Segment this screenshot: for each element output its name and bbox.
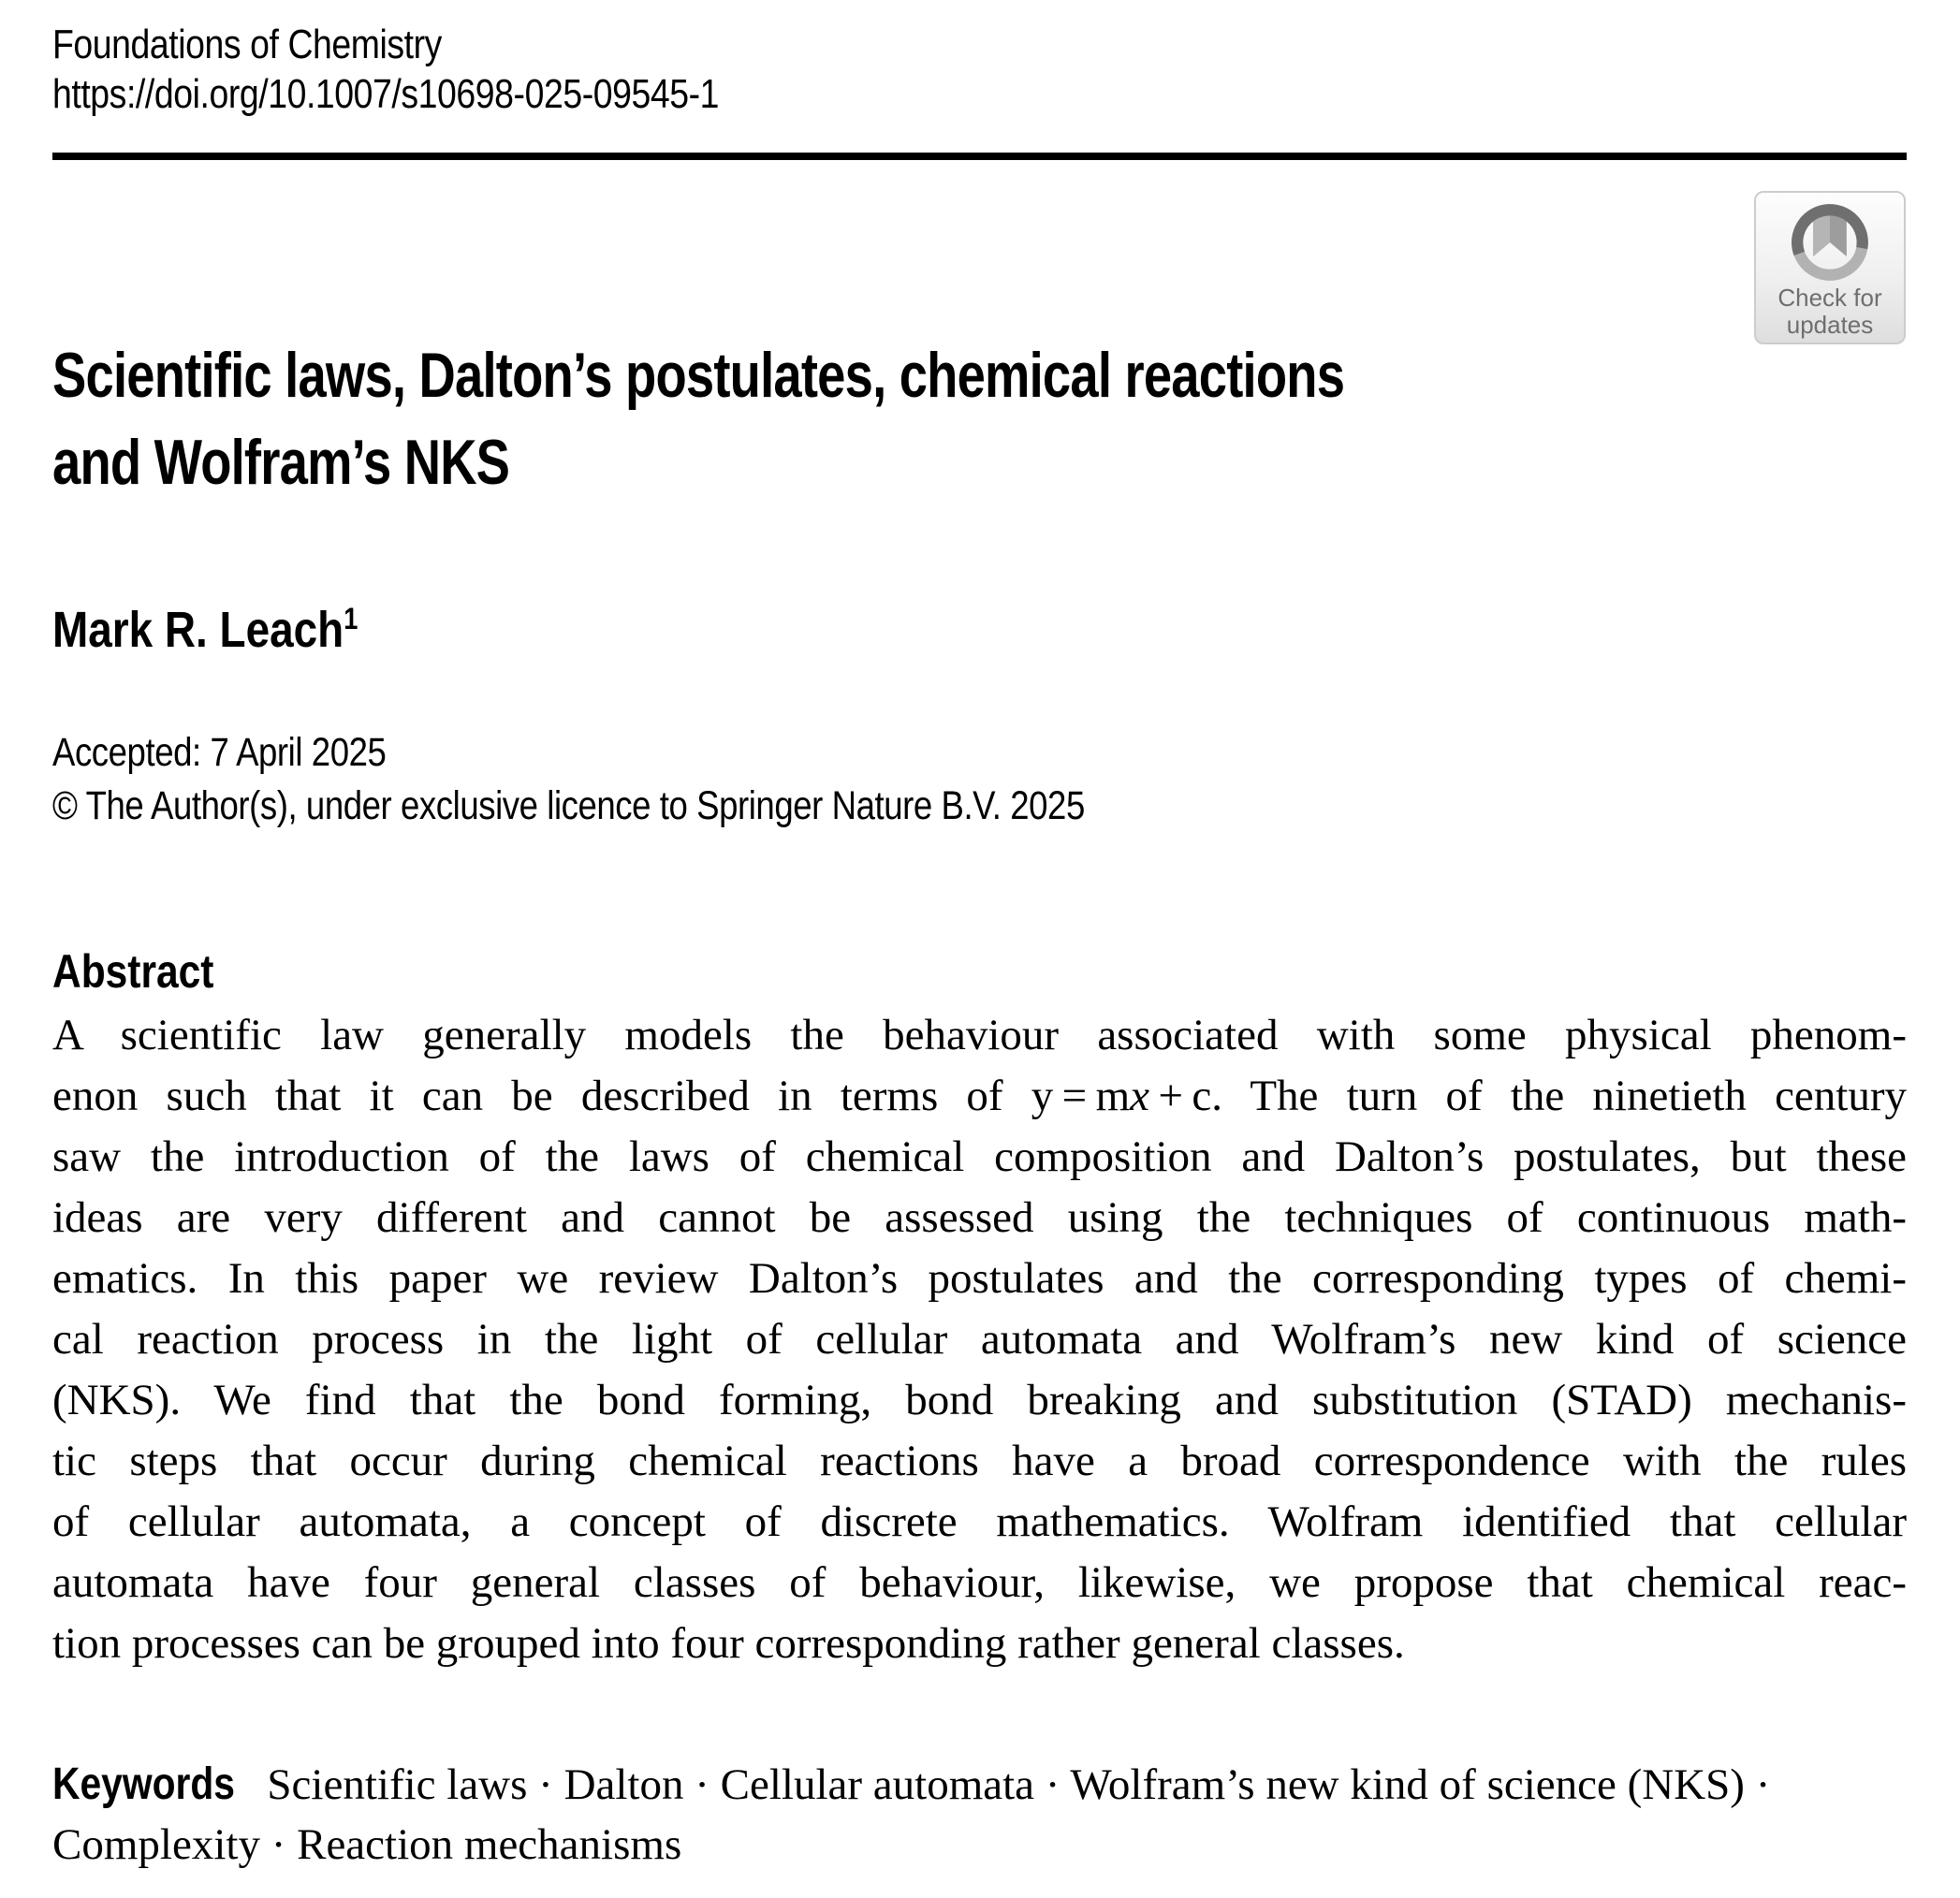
abstract-line: tic steps that occur during chemical reactions have a broad correspondence with the rules <box>52 1437 1907 1485</box>
abstract-body <box>52 1005 1907 1674</box>
keywords-list: Scientific laws · Dalton · Cellular automata · Wolfram’s new kind of science (NKS) · Complexity · Reaction mechanisms <box>52 1760 1771 1869</box>
journal-name: Foundations of Chemistry <box>52 22 442 67</box>
keywords-section <box>52 1755 1907 1875</box>
accepted-date: Accepted: 7 April 2025 <box>52 730 387 775</box>
doi-link[interactable]: https://doi.org/10.1007/s10698-025-09545-1 <box>52 71 720 117</box>
author-line <box>52 597 1629 663</box>
abstract-line: automata have four general classes of behaviour, likewise, we propose that chemical reac- <box>52 1558 1907 1607</box>
abstract-line: A scientific law generally models the behaviour associated with some physical phenom- <box>52 1011 1907 1059</box>
check-for-updates-label: Check for updates <box>1777 284 1882 339</box>
equation-variable-x: x <box>1130 1072 1150 1120</box>
author-name: Mark R. Leach <box>52 602 344 658</box>
journal-header <box>52 20 1629 119</box>
copyright-line: © The Author(s), under exclusive licence to Springer Nature B.V. 2025 <box>52 783 1085 828</box>
abstract-line: saw the introduction of the laws of chemical composition and Dalton’s postulates, but these <box>52 1132 1907 1181</box>
crossmark-icon <box>1783 198 1877 286</box>
abstract-line: ideas are very different and cannot be assessed using the techniques of continuous math- <box>52 1193 1907 1242</box>
article-meta <box>52 726 1803 833</box>
abstract-line: ematics. In this paper we review Dalton’s postulates and the corresponding types of chemi- <box>52 1254 1907 1303</box>
author-affiliation-mark: 1 <box>344 602 358 635</box>
article-title <box>52 332 1775 506</box>
abstract-heading: Abstract <box>52 945 214 998</box>
abstract-line: tion processes can be grouped into four corresponding rather general classes. <box>52 1619 1405 1668</box>
header-rule <box>52 153 1907 160</box>
abstract-line: (NKS). We find that the bond forming, bond breaking and substitution (STAD) mechanis- <box>52 1376 1907 1424</box>
article-title-line2: and Wolfram’s NKS <box>52 427 510 498</box>
abstract-line: cal reaction process in the light of cellular automata and Wolfram’s new kind of science <box>52 1315 1907 1364</box>
keywords-heading: Keywords <box>52 1759 235 1809</box>
abstract-line-equation: enon such that it can be described in terms of y = mx + c. The turn of the ninetieth century <box>52 1072 1907 1120</box>
check-for-updates-badge[interactable] <box>1754 191 1906 344</box>
abstract-line: of cellular automata, a concept of discrete mathematics. Wolfram identified that cellular <box>52 1497 1907 1546</box>
article-title-line1: Scientific laws, Dalton’s postulates, chemical reactions <box>52 340 1345 411</box>
